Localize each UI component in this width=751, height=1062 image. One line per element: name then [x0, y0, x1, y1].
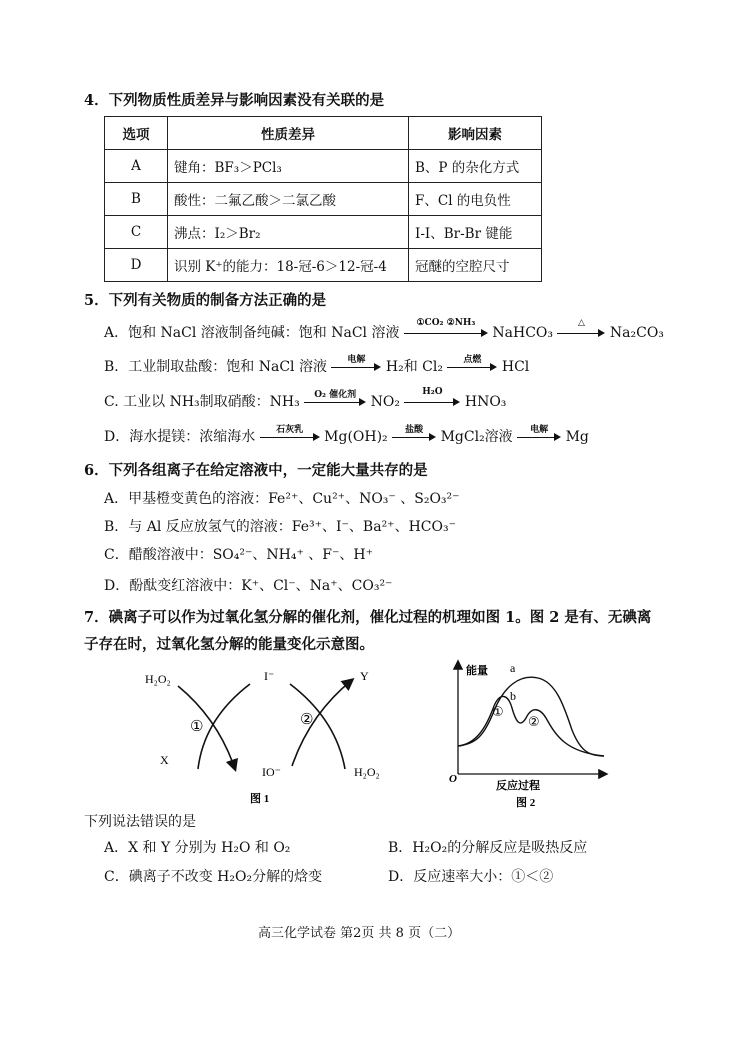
- peak-1-marker: ①: [492, 705, 504, 720]
- step-2-marker: ②: [300, 710, 314, 728]
- table-cell: F、Cl 的电负性: [409, 183, 542, 216]
- label-x: X: [160, 753, 169, 767]
- table-cell: D: [105, 249, 168, 282]
- table-header-row: [105, 117, 542, 150]
- q6-option-d: D．酚酞变红溶液中：K⁺、Cl⁻、Na⁺、CO₃²⁻: [104, 578, 393, 594]
- page-footer: 高三化学试卷 第2页 共 8 页（二）: [258, 926, 461, 941]
- peak-2-marker: ②: [528, 715, 540, 730]
- table-cell: 酸性：二氟乙酸＞二氯乙酸: [168, 183, 409, 216]
- arrow-h2o2-to-x: [178, 686, 235, 769]
- q5-stem: 5．下列有关物质的制备方法正确的是: [84, 292, 327, 309]
- q7-lead: 下列说法错误的是: [84, 814, 196, 830]
- q5-option-d: [104, 426, 589, 446]
- option-text: A．饱和 NaCl 溶液制备纯碱：饱和 NaCl 溶液: [104, 325, 400, 341]
- figure-1-mechanism: [140, 664, 400, 809]
- q7-option-a: A．X 和 Y 分别为 H₂O 和 O₂: [104, 840, 291, 856]
- table-header-cell: 性质差异: [168, 117, 409, 150]
- q6-stem: 6．下列各组离子在给定溶液中，一定能大量共存的是: [84, 462, 428, 479]
- arrow-condition: ①CO₂ ②NH₃: [416, 318, 476, 328]
- table-cell: I-I、Br-Br 键能: [409, 216, 542, 249]
- option-text: MgCl₂溶液: [440, 429, 513, 445]
- table-row: [105, 249, 542, 282]
- option-text: B．工业制取盐酸：饱和 NaCl 溶液: [104, 359, 327, 375]
- q6-option-a: A．甲基橙变黄色的溶液：Fe²⁺、Cu²⁺、NO₃⁻ 、S₂O₃²⁻: [104, 491, 460, 507]
- curve-b-label: b: [510, 689, 516, 703]
- table-cell: 沸点：I₂＞Br₂: [168, 216, 409, 249]
- option-text: Na₂CO₃: [609, 325, 664, 341]
- table-cell: C: [105, 216, 168, 249]
- table-cell: 键角：BF₃＞PCl₃: [168, 150, 409, 183]
- label-h2o2-right: H₂O₂: [354, 765, 380, 779]
- reaction-arrow: [557, 318, 605, 339]
- figure-2-energy-diagram: [446, 656, 616, 811]
- table-header-cell: 影响因素: [409, 117, 542, 150]
- option-text: HCl: [501, 359, 530, 375]
- arrow-condition: 石灰乳: [276, 425, 304, 435]
- x-axis-label: 反应过程: [496, 780, 540, 792]
- table-row: [105, 150, 542, 183]
- reaction-arrow: [517, 425, 561, 443]
- reaction-arrow: [304, 390, 366, 408]
- option-text: D．海水提镁：浓缩海水: [104, 429, 256, 445]
- reaction-arrow: [392, 425, 436, 443]
- q6-option-b: B．与 Al 反应放氢气的溶液：Fe³⁺、I⁻、Ba²⁺、HCO₃⁻: [104, 519, 456, 535]
- q4-stem: 4．下列物质性质差异与影响因素没有关联的是: [84, 92, 385, 109]
- q4-table: [104, 116, 542, 282]
- table-row: [105, 216, 542, 249]
- q5-option-c: [104, 387, 507, 411]
- table-row: [105, 183, 542, 216]
- figure-1-caption: 图 1: [250, 793, 270, 805]
- q7-option-c: C．碘离子不改变 H₂O₂分解的焓变: [104, 869, 323, 885]
- reaction-arrow: [331, 355, 381, 373]
- option-text: Mg(OH)₂: [324, 429, 388, 445]
- label-io-minus: IO⁻: [262, 765, 281, 779]
- option-text: H₂和 Cl₂: [385, 359, 443, 375]
- arrow-condition: 电解: [347, 355, 366, 365]
- table-cell: B: [105, 183, 168, 216]
- q6-option-c: C．醋酸溶液中：SO₄²⁻、NH₄⁺ 、F⁻、H⁺: [104, 547, 374, 563]
- table-cell: A: [105, 150, 168, 183]
- q7-stem-line2: 子存在时，过氧化氢分解的能量变化示意图。: [84, 636, 374, 653]
- reaction-arrow: [404, 318, 488, 339]
- option-text: HNO₃: [464, 394, 507, 410]
- q5-option-b: [104, 356, 529, 376]
- q7-stem-line1: 7．碘离子可以作为过氧化氢分解的催化剂，催化过程的机理如图 1。图 2 是有、无碘离: [84, 609, 652, 626]
- arrow-condition: 电解: [530, 425, 549, 435]
- q5-option-a: [104, 318, 664, 342]
- table-header-cell: 选项: [105, 117, 168, 150]
- arrow-condition: △: [577, 318, 585, 328]
- q7-option-d: D．反应速率大小：①＜②: [388, 869, 554, 885]
- arc-i-to-h2o2: [290, 684, 345, 769]
- arrow-condition: H₂O: [422, 387, 443, 397]
- arrow-condition: 点燃: [463, 355, 482, 365]
- option-text: C. 工业以 NH₃制取硝酸：NH₃: [104, 394, 300, 410]
- reaction-arrow: [404, 387, 460, 408]
- label-i-minus: I⁻: [264, 669, 275, 683]
- y-axis-label: 能量: [466, 665, 488, 677]
- label-h2o2-left: H₂O₂: [145, 672, 171, 686]
- arrow-condition: O₂ 催化剂: [314, 390, 357, 400]
- option-text: NaHCO₃: [492, 325, 553, 341]
- origin-label: O: [449, 773, 457, 785]
- arrow-condition: 盐酸: [405, 425, 424, 435]
- label-y: Y: [360, 669, 369, 683]
- option-text: NO₂: [370, 394, 400, 410]
- step-1-marker: ①: [190, 717, 204, 735]
- table-cell: 识别 K⁺的能力：18-冠-6＞12-冠-4: [168, 249, 409, 282]
- table-cell: 冠醚的空腔尺寸: [409, 249, 542, 282]
- figure-2-caption: 图 2: [516, 797, 536, 809]
- option-text: Mg: [565, 429, 589, 445]
- q7-option-b: B．H₂O₂的分解反应是吸热反应: [388, 840, 588, 856]
- arc-i-to-io: [198, 684, 250, 769]
- reaction-arrow: [260, 425, 320, 443]
- curve-a-label: a: [510, 661, 516, 675]
- table-cell: B、P 的杂化方式: [409, 150, 542, 183]
- reaction-arrow: [447, 355, 497, 373]
